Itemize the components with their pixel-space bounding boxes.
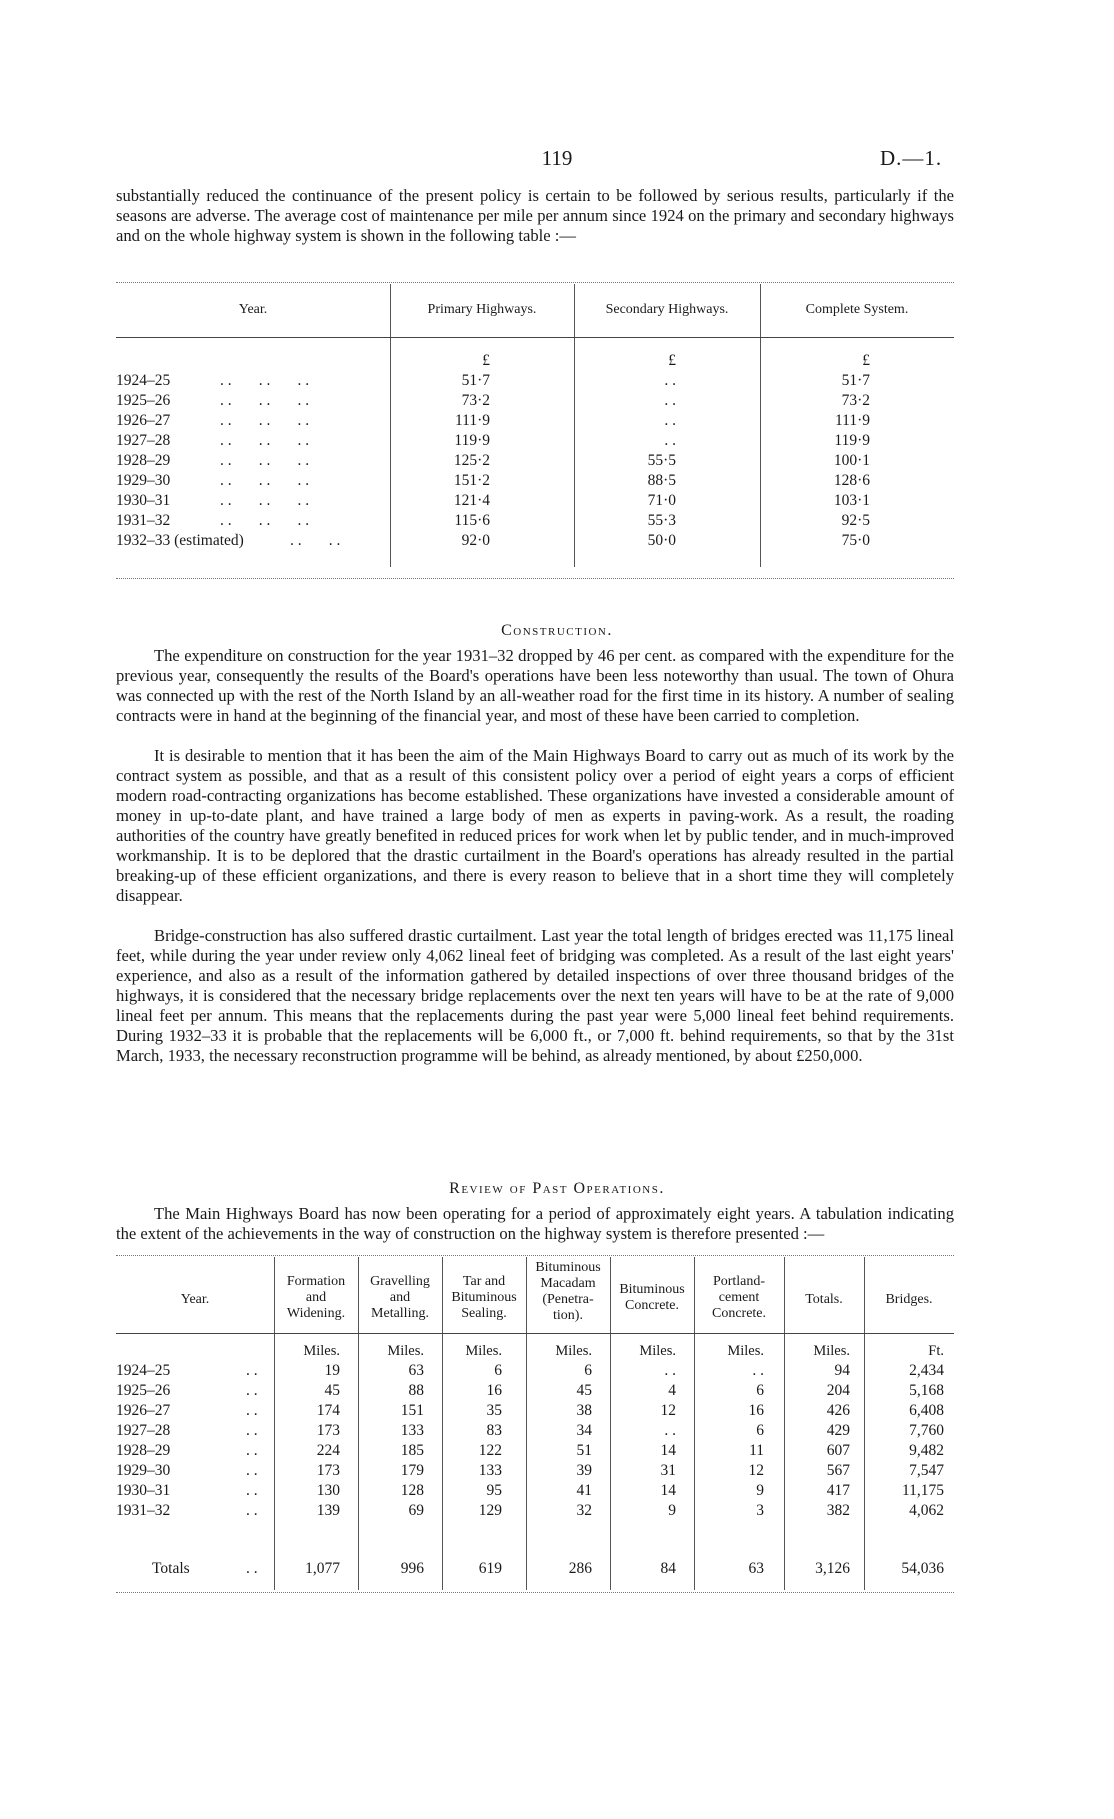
header-line: Macadam [540, 1276, 596, 1291]
table-cell: 224 [316, 1442, 340, 1459]
column-header-secondary: Secondary Highways. [605, 302, 729, 317]
table-leader-dots: . . . . . . [220, 392, 310, 409]
table-cell-year: 1928–29 [116, 1442, 171, 1459]
table-cell: 185 [400, 1442, 424, 1459]
table-leader-dots: . . . . . . [220, 472, 310, 489]
table-leader-dots: . . . . . . [220, 412, 310, 429]
table-header-rule [116, 1333, 954, 1334]
table-cell: 14 [660, 1482, 676, 1499]
table-cell: 35 [486, 1402, 502, 1419]
unit-label: £ [862, 352, 870, 369]
table-cell: 4,062 [909, 1502, 944, 1519]
review-paragraph: The Main Highways Board has now been operating for a period of approximately eight years. A tabulation indicating the extent of the achievements in the way of construction on the highway system is therefore presented :— [116, 1204, 954, 1243]
header-line: cement [718, 1290, 760, 1305]
totals-cell: 84 [660, 1560, 676, 1577]
table-cell: 41 [576, 1482, 592, 1499]
table-cell-year: 1930–31 [116, 1482, 171, 1499]
table-leader-dots: . . . . . . [220, 492, 310, 509]
header-line: Concrete. [624, 1298, 680, 1313]
table-cell: 94 [834, 1362, 850, 1379]
table-cell: 5,168 [909, 1382, 944, 1399]
table-cell: 63 [408, 1362, 424, 1379]
table-leader-dots: . . . . . . [220, 372, 310, 389]
table-cell: 9 [756, 1482, 764, 1499]
table-cell-complete: 111·9 [834, 412, 870, 429]
table-cell: 11 [749, 1442, 764, 1459]
table-cell-year: 1924–25 [116, 1362, 171, 1379]
table-cell-complete: 103·1 [833, 492, 870, 509]
header-line: Bituminous [619, 1282, 685, 1297]
table-cell: 16 [748, 1402, 764, 1419]
ops-header-formation [274, 1274, 358, 1322]
totals-cell: 63 [748, 1560, 764, 1577]
table-cell: 88 [408, 1382, 424, 1399]
table-cell: 19 [324, 1362, 340, 1379]
column-header-year: Year. [238, 302, 268, 317]
table-cell: 31 [660, 1462, 676, 1479]
table-cell-primary: 92·0 [461, 532, 490, 549]
table-cell: 6 [756, 1382, 764, 1399]
header-line: tion). [553, 1308, 583, 1323]
ops-header-tar [442, 1274, 526, 1322]
table-cell: 9 [668, 1502, 676, 1519]
table-cell-primary: 115·6 [454, 512, 490, 529]
header-line: Gravelling [370, 1274, 430, 1289]
table-cell-primary: 111·9 [454, 412, 490, 429]
table-cell-complete: 92·5 [841, 512, 870, 529]
header-line: and [389, 1290, 411, 1305]
header-line: Tar and [462, 1274, 506, 1289]
table-leader-dots: . . [246, 1560, 258, 1577]
table-cell-year: 1925–26 [116, 1382, 171, 1399]
table-rule-bottom [116, 1592, 954, 1593]
table-cell: 2,434 [909, 1362, 944, 1379]
unit-label: Miles. [387, 1343, 424, 1359]
table-cell: 122 [478, 1442, 502, 1459]
table-leader-dots: . . [246, 1442, 258, 1459]
header-line: Portland- [712, 1274, 766, 1289]
unit-label: Miles. [813, 1343, 850, 1359]
table-cell-year: 1928–29 [116, 452, 171, 469]
table-cell-primary: 119·9 [454, 432, 490, 449]
table-cell: 12 [748, 1462, 764, 1479]
table-cell: 14 [660, 1442, 676, 1459]
table-cell: 4 [668, 1382, 676, 1399]
table-cell-primary: 51·7 [461, 372, 490, 389]
unit-label: Miles. [303, 1343, 340, 1359]
table-cell: 417 [826, 1482, 850, 1499]
totals-cell: 619 [478, 1560, 502, 1577]
table-leader-dots: . . [246, 1482, 258, 1499]
header-line: Metalling. [371, 1306, 429, 1321]
table-cell-complete: 51·7 [841, 372, 870, 389]
review-heading: Review of Past Operations. [449, 1180, 665, 1197]
table-leader-dots: . . [246, 1362, 258, 1379]
table-cell: 3 [756, 1502, 764, 1519]
table-cell-year: 1931–32 [116, 1502, 171, 1519]
table-cell: 139 [316, 1502, 340, 1519]
table-leader-dots: . . [246, 1462, 258, 1479]
unit-label: Miles. [555, 1343, 592, 1359]
intro-paragraph: substantially reduced the continuance of the present policy is certain to be followed by serious results, particularly if the seasons are adverse. The average cost of maintenance per mile per annum since 1924 on the primary and secondary highways and on the whole highway system is shown in the following table :— [116, 186, 954, 245]
ops-header-bridges: Bridges. [885, 1292, 933, 1307]
table-cell: 130 [316, 1482, 340, 1499]
table-leader-dots: . . [246, 1402, 258, 1419]
table-cell-primary: 73·2 [461, 392, 490, 409]
table-cell: 39 [576, 1462, 592, 1479]
totals-cell: 286 [568, 1560, 592, 1577]
ops-header-year: Year. [180, 1292, 210, 1307]
table-cell-secondary: 55·3 [647, 512, 676, 529]
table-cell-year: 1924–25 [116, 372, 171, 389]
table-cell-secondary: 55·5 [647, 452, 676, 469]
table-cell: 12 [660, 1402, 676, 1419]
totals-cell: 996 [400, 1560, 424, 1577]
header-line: and [305, 1290, 327, 1305]
table-cell: 16 [486, 1382, 502, 1399]
column-header-complete: Complete System. [805, 302, 909, 317]
table-cell-year: 1927–28 [116, 1422, 171, 1439]
header-line: Concrete. [711, 1306, 767, 1321]
unit-label: £ [482, 352, 490, 369]
table-cell-secondary: 88·5 [647, 472, 676, 489]
unit-label: Miles. [639, 1343, 676, 1359]
table-cell-secondary: 50·0 [647, 532, 676, 549]
table-cell-secondary: 71·0 [647, 492, 676, 509]
table-cell: 6,408 [909, 1402, 944, 1419]
table-leader-dots: . . [246, 1502, 258, 1519]
table-cell: 129 [478, 1502, 502, 1519]
construction-paragraph-1: The expenditure on construction for the year 1931–32 dropped by 46 per cent. as compared with the expenditure for the previous year, consequently the results of the Board's operations have been less noteworthy than usual. The town of Ohura was connected up with the rest of the North Island by an all-weather road for the first time in its history. A number of sealing contracts were in hand at the beginning of the financial year, and most of these have been carried to completion. [116, 646, 954, 725]
table-cell-year: 1929–30 [116, 472, 171, 489]
unit-label: Miles. [465, 1343, 502, 1359]
table-cell: 151 [400, 1402, 424, 1419]
ops-header-portland [694, 1274, 784, 1322]
header-line: Sealing. [461, 1306, 507, 1321]
table-cell: 51 [576, 1442, 592, 1459]
table-cell: 174 [316, 1402, 340, 1419]
table-cell: 9,482 [909, 1442, 944, 1459]
table-cell: 6 [494, 1362, 502, 1379]
table-cell-year: 1926–27 [116, 412, 171, 429]
table-cell-year: 1932–33 (estimated) [116, 532, 244, 549]
table-cell: 32 [576, 1502, 592, 1519]
table-cell: 69 [408, 1502, 424, 1519]
construction-paragraph-2: It is desirable to mention that it has been the aim of the Main Highways Board to carry out as much of its work by the contract system as possible, and that as a result of this consistent policy over a period of eight years a corps of efficient modern road-contracting organizations has become established. These organizations have invested a considerable amount of money in up-to-date plant, and have trained a large body of men as experts in paving-work. As a result, the roading authorities of the country have greatly benefited in reduced prices for work when let by public tender, and in much-improved workmanship. It is to be deplored that the drastic curtailment in the Board's operations has already resulted in the partial breaking-up of these efficient organizations, and there is every reason to believe that in a short time they will completely disappear. [116, 746, 954, 905]
ops-header-macadam [526, 1260, 610, 1324]
table-cell-primary: 125·2 [453, 452, 490, 469]
table-cell: . . [664, 1362, 676, 1379]
table-cell: 6 [756, 1422, 764, 1439]
table-cell: 179 [400, 1462, 424, 1479]
table-cell-complete: 128·6 [833, 472, 870, 489]
column-header-primary: Primary Highways. [427, 302, 537, 317]
table-cell: 83 [486, 1422, 502, 1439]
table-cell-year: 1925–26 [116, 392, 171, 409]
table-cell-year: 1926–27 [116, 1402, 171, 1419]
header-line: Widening. [286, 1306, 346, 1321]
construction-paragraph-3: Bridge-construction has also suffered drastic curtailment. Last year the total length of bridges erected was 11,175 lineal feet, while during the year under review only 4,062 lineal feet of bridging was completed. As a result of the last eight years' experience, and also as a result of the information gathered by detailed inspections of over three thousand bridges of the highways, it is considered that the necessary bridge replacements over the next ten years will have to be at the rate of 9,000 lineal feet per annum. This means that the replacements during the past year were 5,000 lineal feet behind requirements. During 1932–33 it is probable that the replacements will be 6,000 ft., or 7,000 ft. behind requirements, so that by the 31st March, 1933, the necessary reconstruction programme will be behind, as already mentioned, by about £250,000. [116, 926, 954, 1065]
table-cell: 426 [826, 1402, 850, 1419]
table-cell-year: 1930–31 [116, 492, 171, 509]
unit-label: £ [668, 352, 676, 369]
header-line: (Penetra- [542, 1292, 594, 1307]
table-cell: 45 [324, 1382, 340, 1399]
table-cell: 7,760 [909, 1422, 944, 1439]
table-cell: 607 [826, 1442, 850, 1459]
table-leader-dots: . . . . . . [220, 452, 310, 469]
table-cell: 11,175 [901, 1482, 944, 1499]
table-cell: . . [752, 1362, 764, 1379]
table-cell: 133 [478, 1462, 502, 1479]
ops-header-concrete [610, 1282, 694, 1314]
header-line: Bituminous [535, 1260, 601, 1275]
construction-heading: Construction. [501, 622, 613, 639]
table-cell-primary: 121·4 [453, 492, 490, 509]
table-cell: 173 [316, 1462, 340, 1479]
table-leader-dots: . . [246, 1422, 258, 1439]
table-cell-secondary: . . [664, 372, 676, 389]
table-cell-secondary: . . [664, 432, 676, 449]
table-cell: 6 [584, 1362, 592, 1379]
table-cell-secondary: . . [664, 392, 676, 409]
page-number: 119 [541, 146, 573, 170]
header-line: Formation [286, 1274, 346, 1289]
totals-cell: 54,036 [901, 1560, 944, 1577]
table-cell: 173 [316, 1422, 340, 1439]
table-cell-complete: 73·2 [841, 392, 870, 409]
ops-header-totals: Totals. [805, 1292, 843, 1307]
table-cell: 45 [576, 1382, 592, 1399]
table-cell: 133 [400, 1422, 424, 1439]
table-leader-dots: . . . . . . [220, 512, 310, 529]
table-cell: 95 [486, 1482, 502, 1499]
table-leader-dots: . . . . . . [220, 432, 310, 449]
table-cell-year: 1931–32 [116, 512, 171, 529]
table-cell-year: 1927–28 [116, 432, 171, 449]
table-cell: 429 [826, 1422, 850, 1439]
table-cell: 34 [576, 1422, 592, 1439]
table-leader-dots: . . . . [290, 532, 341, 549]
table-cell-secondary: . . [664, 412, 676, 429]
table-cell: 382 [826, 1502, 850, 1519]
table-cell: 38 [576, 1402, 592, 1419]
ops-header-gravelling [358, 1274, 442, 1322]
table-cell-year: 1929–30 [116, 1462, 171, 1479]
totals-label: Totals [152, 1560, 190, 1577]
document-reference: D.—1. [880, 146, 943, 170]
table-cell: 7,547 [909, 1462, 944, 1479]
totals-cell: 1,077 [305, 1560, 340, 1577]
table-cell-complete: 75·0 [841, 532, 870, 549]
table-leader-dots: . . [246, 1382, 258, 1399]
table-cell-complete: 100·1 [833, 452, 870, 469]
table-cell-complete: 119·9 [834, 432, 870, 449]
table-cell: 128 [400, 1482, 424, 1499]
totals-cell: 3,126 [815, 1560, 850, 1577]
table-cell: . . [664, 1422, 676, 1439]
table-cell: 567 [826, 1462, 850, 1479]
unit-label: Ft. [928, 1343, 944, 1359]
table-rule-top [116, 1255, 954, 1256]
table-cell-primary: 151·2 [453, 472, 490, 489]
header-line: Bituminous [451, 1290, 517, 1305]
unit-label: Miles. [727, 1343, 764, 1359]
table-cell: 204 [826, 1382, 850, 1399]
